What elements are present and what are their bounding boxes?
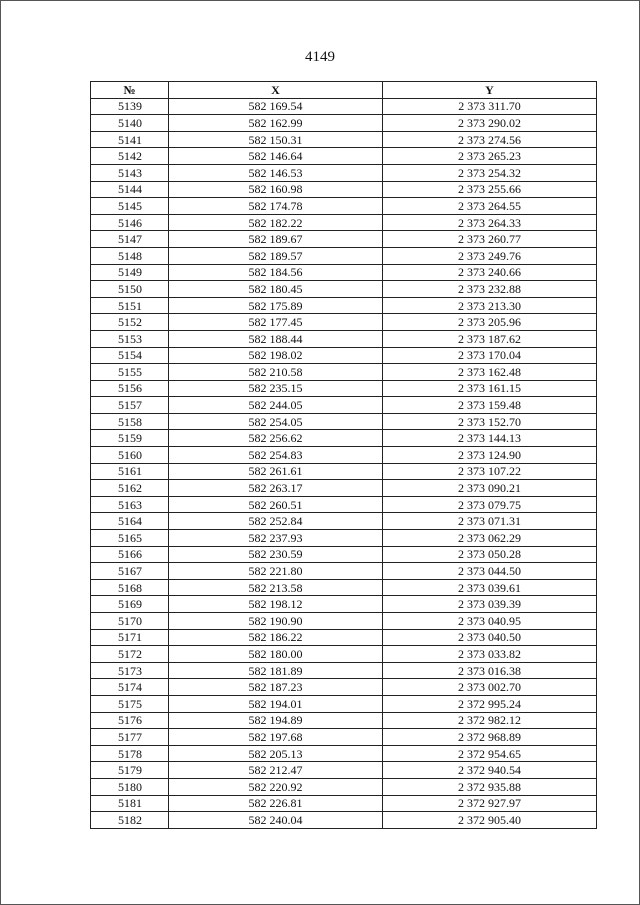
point-number: 5139 — [91, 98, 169, 115]
point-number: 5182 — [91, 812, 169, 829]
table-row — [91, 413, 597, 430]
table-row — [91, 496, 597, 513]
y-coordinate: 2 373 002.70 — [383, 679, 597, 696]
x-coordinate: 582 182.22 — [169, 214, 383, 231]
point-number: 5151 — [91, 297, 169, 314]
y-coordinate: 2 373 205.96 — [383, 314, 597, 331]
point-number: 5162 — [91, 480, 169, 497]
y-coordinate: 2 372 905.40 — [383, 812, 597, 829]
y-coordinate: 2 373 159.48 — [383, 397, 597, 414]
y-coordinate: 2 373 039.39 — [383, 596, 597, 613]
x-coordinate: 582 146.64 — [169, 148, 383, 165]
point-number: 5168 — [91, 579, 169, 596]
y-coordinate: 2 373 260.77 — [383, 231, 597, 248]
y-coordinate: 2 373 265.23 — [383, 148, 597, 165]
point-number: 5169 — [91, 596, 169, 613]
y-coordinate: 2 372 995.24 — [383, 695, 597, 712]
x-coordinate: 582 210.58 — [169, 364, 383, 381]
table-row — [91, 563, 597, 580]
point-number: 5147 — [91, 231, 169, 248]
point-number: 5155 — [91, 364, 169, 381]
x-coordinate: 582 261.61 — [169, 463, 383, 480]
x-coordinate: 582 190.90 — [169, 613, 383, 630]
x-coordinate: 582 256.62 — [169, 430, 383, 447]
table-header-row — [91, 82, 597, 99]
point-number: 5146 — [91, 214, 169, 231]
y-coordinate: 2 373 213.30 — [383, 297, 597, 314]
x-coordinate: 582 230.59 — [169, 546, 383, 563]
point-number: 5156 — [91, 380, 169, 397]
x-coordinate: 582 226.81 — [169, 795, 383, 812]
table-row — [91, 131, 597, 148]
y-coordinate: 2 372 968.89 — [383, 729, 597, 746]
y-coordinate: 2 373 039.61 — [383, 579, 597, 596]
x-coordinate: 582 260.51 — [169, 496, 383, 513]
table-row — [91, 613, 597, 630]
x-coordinate: 582 254.83 — [169, 447, 383, 464]
point-number: 5145 — [91, 198, 169, 215]
x-coordinate: 582 205.13 — [169, 745, 383, 762]
point-number: 5160 — [91, 447, 169, 464]
table-row — [91, 181, 597, 198]
y-coordinate: 2 373 264.33 — [383, 214, 597, 231]
table-row — [91, 662, 597, 679]
table-row — [91, 679, 597, 696]
point-number: 5170 — [91, 613, 169, 630]
x-coordinate: 582 175.89 — [169, 297, 383, 314]
table-row — [91, 729, 597, 746]
y-coordinate: 2 373 144.13 — [383, 430, 597, 447]
y-coordinate: 2 372 940.54 — [383, 762, 597, 779]
point-number: 5165 — [91, 530, 169, 547]
table-row — [91, 198, 597, 215]
table-row — [91, 430, 597, 447]
point-number: 5179 — [91, 762, 169, 779]
table-row — [91, 98, 597, 115]
x-coordinate: 582 189.57 — [169, 247, 383, 264]
table-row — [91, 297, 597, 314]
y-coordinate: 2 373 062.29 — [383, 530, 597, 547]
y-coordinate: 2 373 249.76 — [383, 247, 597, 264]
y-coordinate: 2 372 954.65 — [383, 745, 597, 762]
table-row — [91, 330, 597, 347]
point-number: 5161 — [91, 463, 169, 480]
y-coordinate: 2 372 982.12 — [383, 712, 597, 729]
y-coordinate: 2 373 107.22 — [383, 463, 597, 480]
y-coordinate: 2 373 161.15 — [383, 380, 597, 397]
x-coordinate: 582 235.15 — [169, 380, 383, 397]
header-x: X — [169, 82, 383, 99]
table-row — [91, 579, 597, 596]
x-coordinate: 582 221.80 — [169, 563, 383, 580]
table-row — [91, 314, 597, 331]
table-row — [91, 247, 597, 264]
table-row — [91, 513, 597, 530]
point-number: 5181 — [91, 795, 169, 812]
x-coordinate: 582 263.17 — [169, 480, 383, 497]
x-coordinate: 582 213.58 — [169, 579, 383, 596]
x-coordinate: 582 198.12 — [169, 596, 383, 613]
y-coordinate: 2 373 079.75 — [383, 496, 597, 513]
y-coordinate: 2 373 290.02 — [383, 115, 597, 132]
x-coordinate: 582 252.84 — [169, 513, 383, 530]
y-coordinate: 2 373 050.28 — [383, 546, 597, 563]
table-row — [91, 214, 597, 231]
x-coordinate: 582 237.93 — [169, 530, 383, 547]
y-coordinate: 2 373 240.66 — [383, 264, 597, 281]
table-row — [91, 712, 597, 729]
x-coordinate: 582 188.44 — [169, 330, 383, 347]
point-number: 5158 — [91, 413, 169, 430]
table-row — [91, 264, 597, 281]
point-number: 5142 — [91, 148, 169, 165]
x-coordinate: 582 177.45 — [169, 314, 383, 331]
x-coordinate: 582 186.22 — [169, 629, 383, 646]
x-coordinate: 582 189.67 — [169, 231, 383, 248]
table-row — [91, 778, 597, 795]
x-coordinate: 582 244.05 — [169, 397, 383, 414]
point-number: 5172 — [91, 646, 169, 663]
point-number: 5148 — [91, 247, 169, 264]
point-number: 5140 — [91, 115, 169, 132]
x-coordinate: 582 181.89 — [169, 662, 383, 679]
y-coordinate: 2 373 152.70 — [383, 413, 597, 430]
table-row — [91, 745, 597, 762]
point-number: 5167 — [91, 563, 169, 580]
header-y: Y — [383, 82, 597, 99]
point-number: 5159 — [91, 430, 169, 447]
y-coordinate: 2 373 311.70 — [383, 98, 597, 115]
table-row — [91, 812, 597, 829]
x-coordinate: 582 254.05 — [169, 413, 383, 430]
y-coordinate: 2 373 016.38 — [383, 662, 597, 679]
y-coordinate: 2 372 927.97 — [383, 795, 597, 812]
x-coordinate: 582 187.23 — [169, 679, 383, 696]
y-coordinate: 2 373 162.48 — [383, 364, 597, 381]
table-row — [91, 646, 597, 663]
table-row — [91, 463, 597, 480]
header-number: № — [91, 82, 169, 99]
point-number: 5180 — [91, 778, 169, 795]
table-body — [91, 98, 597, 828]
coordinates-table — [90, 81, 597, 829]
x-coordinate: 582 160.98 — [169, 181, 383, 198]
x-coordinate: 582 198.02 — [169, 347, 383, 364]
x-coordinate: 582 194.01 — [169, 695, 383, 712]
x-coordinate: 582 169.54 — [169, 98, 383, 115]
y-coordinate: 2 373 044.50 — [383, 563, 597, 580]
table-row — [91, 347, 597, 364]
table-row — [91, 380, 597, 397]
y-coordinate: 2 373 187.62 — [383, 330, 597, 347]
x-coordinate: 582 180.00 — [169, 646, 383, 663]
table-row — [91, 695, 597, 712]
y-coordinate: 2 373 040.95 — [383, 613, 597, 630]
point-number: 5153 — [91, 330, 169, 347]
x-coordinate: 582 240.04 — [169, 812, 383, 829]
table-row — [91, 795, 597, 812]
page-number: 4149 — [305, 49, 335, 65]
point-number: 5150 — [91, 281, 169, 298]
table-row — [91, 148, 597, 165]
table-row — [91, 480, 597, 497]
table-row — [91, 530, 597, 547]
point-number: 5149 — [91, 264, 169, 281]
point-number: 5143 — [91, 164, 169, 181]
x-coordinate: 582 184.56 — [169, 264, 383, 281]
x-coordinate: 582 150.31 — [169, 131, 383, 148]
y-coordinate: 2 373 264.55 — [383, 198, 597, 215]
y-coordinate: 2 373 071.31 — [383, 513, 597, 530]
point-number: 5166 — [91, 546, 169, 563]
point-number: 5173 — [91, 662, 169, 679]
table-row — [91, 546, 597, 563]
x-coordinate: 582 194.89 — [169, 712, 383, 729]
y-coordinate: 2 373 232.88 — [383, 281, 597, 298]
table-row — [91, 447, 597, 464]
x-coordinate: 582 220.92 — [169, 778, 383, 795]
y-coordinate: 2 373 170.04 — [383, 347, 597, 364]
point-number: 5157 — [91, 397, 169, 414]
point-number: 5178 — [91, 745, 169, 762]
y-coordinate: 2 373 254.32 — [383, 164, 597, 181]
table-row — [91, 164, 597, 181]
y-coordinate: 2 373 033.82 — [383, 646, 597, 663]
table-row — [91, 596, 597, 613]
x-coordinate: 582 174.78 — [169, 198, 383, 215]
y-coordinate: 2 373 255.66 — [383, 181, 597, 198]
table-row — [91, 364, 597, 381]
y-coordinate: 2 373 124.90 — [383, 447, 597, 464]
point-number: 5175 — [91, 695, 169, 712]
point-number: 5154 — [91, 347, 169, 364]
x-coordinate: 582 197.68 — [169, 729, 383, 746]
point-number: 5171 — [91, 629, 169, 646]
table-row — [91, 629, 597, 646]
point-number: 5174 — [91, 679, 169, 696]
point-number: 5144 — [91, 181, 169, 198]
x-coordinate: 582 146.53 — [169, 164, 383, 181]
table-row — [91, 281, 597, 298]
point-number: 5163 — [91, 496, 169, 513]
point-number: 5176 — [91, 712, 169, 729]
table-row — [91, 397, 597, 414]
y-coordinate: 2 373 090.21 — [383, 480, 597, 497]
x-coordinate: 582 212.47 — [169, 762, 383, 779]
table-row — [91, 115, 597, 132]
x-coordinate: 582 162.99 — [169, 115, 383, 132]
table-row — [91, 231, 597, 248]
point-number: 5141 — [91, 131, 169, 148]
point-number: 5164 — [91, 513, 169, 530]
y-coordinate: 2 373 040.50 — [383, 629, 597, 646]
point-number: 5152 — [91, 314, 169, 331]
table-row — [91, 762, 597, 779]
y-coordinate: 2 372 935.88 — [383, 778, 597, 795]
point-number: 5177 — [91, 729, 169, 746]
x-coordinate: 582 180.45 — [169, 281, 383, 298]
y-coordinate: 2 373 274.56 — [383, 131, 597, 148]
